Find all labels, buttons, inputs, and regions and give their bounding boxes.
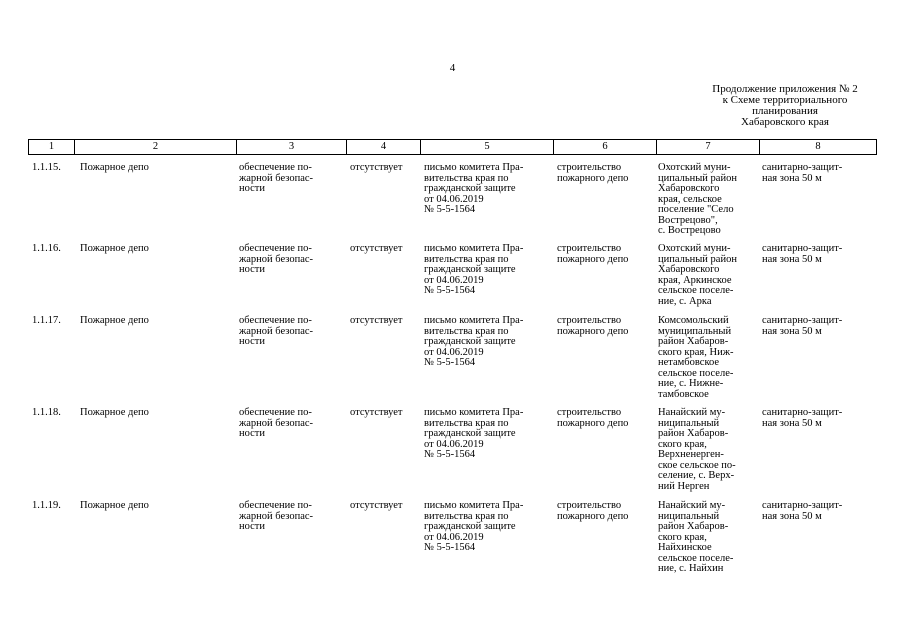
object-basis: письмо комитета Пра- вительства края по гражданской защите от 04.06.2019 № 5-5-1564 bbox=[424, 162, 524, 215]
object-purpose: обеспечение по- жарной безопас- ности bbox=[239, 315, 314, 347]
object-location: Комсомольский муниципальный район Хабаров- ского края, Ниж- нетамбовское сельское поселе- ние, с. Нижне- тамбовское bbox=[658, 315, 734, 400]
object-activity: строительство пожарного депо bbox=[557, 162, 629, 184]
page-number: 4 bbox=[449, 62, 456, 74]
object-zone: санитарно-защит- ная зона 50 м bbox=[762, 407, 843, 429]
object-location: Нанайский му- ниципальный район Хабаров- ского края, Верхненерген- ское сельское по- селение, с. Верх- ний Нерген bbox=[658, 407, 736, 492]
appendix-note-line: Продолжение приложения № 2 bbox=[712, 83, 858, 95]
object-basis: письмо комитета Пра- вительства края по гражданской защите от 04.06.2019 № 5-5-1564 bbox=[424, 407, 524, 460]
appendix-note bbox=[690, 84, 880, 128]
object-zone: санитарно-защит- ная зона 50 м bbox=[762, 162, 843, 184]
object-location: Нанайский му- ниципальный район Хабаров- ского края, Найхинское сельское поселе- ние, с. Найхин bbox=[658, 500, 734, 574]
row-number: 1.1.18. bbox=[32, 407, 61, 418]
object-name: Пожарное депо bbox=[80, 407, 149, 418]
column-header: 2 bbox=[74, 139, 237, 155]
object-purpose: обеспечение по- жарной безопас- ности bbox=[239, 243, 314, 275]
column-header: 1 bbox=[28, 139, 75, 155]
object-zone: санитарно-защит- ная зона 50 м bbox=[762, 315, 843, 337]
object-basis: письмо комитета Пра- вительства края по гражданской защите от 04.06.2019 № 5-5-1564 bbox=[424, 243, 524, 296]
appendix-note-line: Хабаровского края bbox=[741, 116, 829, 128]
row-number: 1.1.15. bbox=[32, 162, 61, 173]
object-zone: санитарно-защит- ная зона 50 м bbox=[762, 500, 843, 522]
object-location: Охотский муни- ципальный район Хабаровского края, сельское поселение "Село Вострецово", с. Вострецово bbox=[658, 162, 737, 236]
object-purpose: обеспечение по- жарной безопас- ности bbox=[239, 500, 314, 532]
object-name: Пожарное депо bbox=[80, 243, 149, 254]
object-purpose: обеспечение по- жарной безопас- ности bbox=[239, 407, 314, 439]
object-status: отсутствует bbox=[350, 315, 403, 326]
object-status: отсутствует bbox=[350, 243, 403, 254]
object-activity: строительство пожарного депо bbox=[557, 407, 629, 429]
appendix-note-line: планирования bbox=[752, 105, 818, 117]
appendix-note-line: к Схеме территориального bbox=[722, 94, 848, 106]
object-location: Охотский муни- ципальный район Хабаровского края, Аркинское сельское поселе- ние, с. Арка bbox=[658, 243, 737, 307]
object-name: Пожарное депо bbox=[80, 500, 149, 511]
object-name: Пожарное депо bbox=[80, 162, 149, 173]
object-status: отсутствует bbox=[350, 407, 403, 418]
column-header: 7 bbox=[656, 139, 760, 155]
object-activity: строительство пожарного депо bbox=[557, 500, 629, 522]
object-activity: строительство пожарного депо bbox=[557, 243, 629, 265]
object-basis: письмо комитета Пра- вительства края по гражданской защите от 04.06.2019 № 5-5-1564 bbox=[424, 315, 524, 368]
object-status: отсутствует bbox=[350, 162, 403, 173]
object-status: отсутствует bbox=[350, 500, 403, 511]
column-header: 8 bbox=[759, 139, 877, 155]
object-name: Пожарное депо bbox=[80, 315, 149, 326]
row-number: 1.1.16. bbox=[32, 243, 61, 254]
row-number: 1.1.17. bbox=[32, 315, 61, 326]
object-activity: строительство пожарного депо bbox=[557, 315, 629, 337]
object-zone: санитарно-защит- ная зона 50 м bbox=[762, 243, 843, 265]
column-header: 4 bbox=[346, 139, 421, 155]
row-number: 1.1.19. bbox=[32, 500, 61, 511]
column-header: 6 bbox=[553, 139, 657, 155]
object-purpose: обеспечение по- жарной безопас- ности bbox=[239, 162, 314, 194]
column-header: 3 bbox=[236, 139, 347, 155]
object-basis: письмо комитета Пра- вительства края по гражданской защите от 04.06.2019 № 5-5-1564 bbox=[424, 500, 524, 553]
column-header: 5 bbox=[420, 139, 554, 155]
